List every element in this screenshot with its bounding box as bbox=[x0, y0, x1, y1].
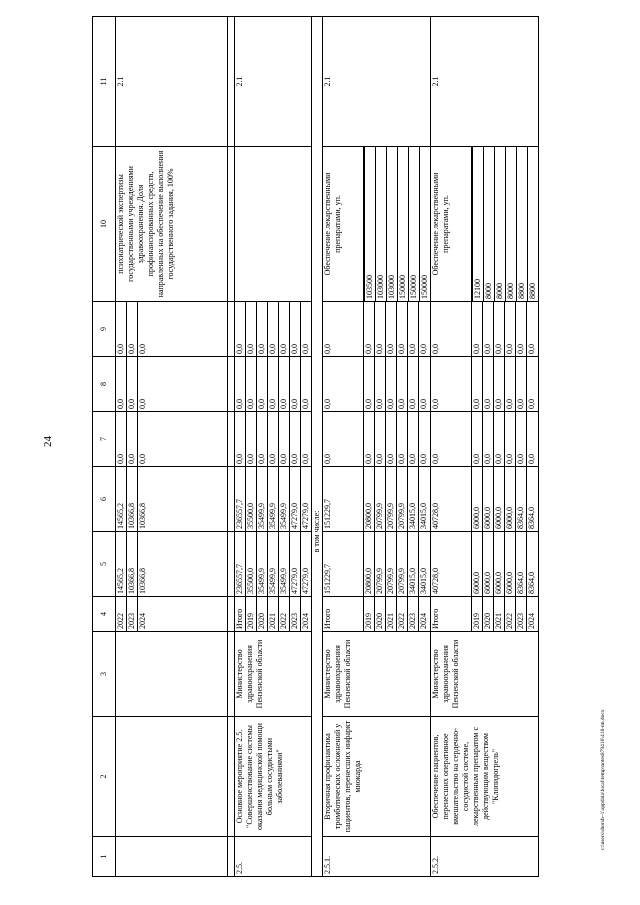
indicator-cell: психиатрической экспертизы государственными учреждениями здравоохранения. Доля профинансированных средств, направленных на обеспечение выполнения государственного задания, 100% bbox=[116, 147, 228, 302]
number-cell: 2.5.2. bbox=[431, 837, 539, 877]
program-table bbox=[92, 16, 539, 877]
federal-budget-cell: 0,0 0,0 0,0 0,0 0,0 0,0 0,0 bbox=[431, 412, 539, 467]
executor-cell: Министерство здравоохранения Пензенской области bbox=[323, 632, 431, 717]
separator-row bbox=[228, 17, 235, 877]
table-row-continuation bbox=[116, 17, 228, 877]
header-cell: 9 bbox=[93, 302, 116, 357]
executor-cell: Министерство здравоохранения Пензенской области bbox=[431, 632, 539, 717]
federal-budget-cell: 0,0 0,0 0,0 0,0 0,0 0,0 0,0 bbox=[323, 412, 431, 467]
number-cell: 2.5. bbox=[235, 837, 312, 877]
years-cell: 2022 2023 2024 bbox=[116, 597, 228, 632]
other-funds-cell: 0,0 0,0 0,0 0,0 0,0 0,0 0,0 bbox=[235, 302, 312, 357]
regional-budget-cell: 40728,0 6000,0 6000,0 6000,0 6000,0 8364,0 8364,0 bbox=[431, 467, 539, 532]
name-cell: Обеспечение пациентов, перенесших оперативное вмешательство на сердечно-сосудистой системе, лекарственным препаратом с действующим веществом "Клопидогрель" bbox=[431, 717, 539, 837]
name-cell: Основное мероприятие 2.5. "Совершенствование системы оказания медицинской помощи больным сосудистыми заболеваниями" bbox=[235, 717, 312, 837]
indicator-cell: Обеспечение лекарственными препаратами, уп. 12100 8000 8000 8000 8800 8800 bbox=[431, 147, 539, 302]
local-budget-cell: 0,0 0,0 0,0 0,0 0,0 0,0 0,0 bbox=[431, 357, 539, 412]
rotated-table-container bbox=[92, 17, 602, 877]
indicator-cell bbox=[235, 147, 312, 302]
header-cell: 1 bbox=[93, 837, 116, 877]
header-row bbox=[93, 17, 116, 877]
years-cell: Итого 2019 2020 2021 2022 2023 2024 bbox=[235, 597, 312, 632]
regional-budget-cell: 151229,7 20800,0 20799,9 20799,9 20799,9 34015,0 34015,0 bbox=[323, 467, 431, 532]
federal-budget-cell: 0,0 0,0 0,0 0,0 0,0 0,0 0,0 bbox=[235, 412, 312, 467]
years-cell: Итого 2019 2020 2021 2022 2023 2024 bbox=[323, 597, 431, 632]
local-budget-cell: 0,0 0,0 0,0 0,0 0,0 0,0 0,0 bbox=[323, 357, 431, 412]
header-cell: 8 bbox=[93, 357, 116, 412]
page-number: 24 bbox=[42, 436, 54, 447]
header-cell: 11 bbox=[93, 17, 116, 147]
other-funds-cell: 0,0 0,0 0,0 0,0 0,0 0,0 0,0 bbox=[431, 302, 539, 357]
including-label: в том числе: bbox=[312, 467, 323, 597]
name-cell: Вторичная профилактика тромботических осложнений у пациентов, перенесших инфаркт миокарда bbox=[323, 717, 431, 837]
total-funding-cell: 14565,2 10366,8 10366,8 bbox=[116, 532, 228, 597]
executor-cell: Министерство здравоохранения Пензенской области bbox=[235, 632, 312, 717]
header-cell: 4 bbox=[93, 597, 116, 632]
header-cell: 5 bbox=[93, 532, 116, 597]
header-cell: 7 bbox=[93, 412, 116, 467]
link-cell: 2.1 bbox=[116, 17, 228, 147]
federal-budget-cell: 0,0 0,0 0,0 bbox=[116, 412, 228, 467]
total-funding-cell: 40728,0 6000,0 6000,0 6000,0 6000,0 8364,0 8364,0 bbox=[431, 532, 539, 597]
other-funds-cell: 0,0 0,0 0,0 bbox=[116, 302, 228, 357]
including-row bbox=[312, 17, 323, 877]
indicator-cell: Обеспечение лекарственными препаратами, уп. 103500 103000 103000 150000 150000 150000 bbox=[323, 147, 431, 302]
regional-budget-cell: 236557,7 35500,0 35499,9 35499,9 35499,9 47279,0 47279,0 bbox=[235, 467, 312, 532]
number-cell bbox=[116, 837, 228, 877]
total-funding-cell: 236557,7 35500,0 35499,9 35499,9 35499,9 47279,0 47279,0 bbox=[235, 532, 312, 597]
executor-cell bbox=[116, 632, 228, 717]
number-cell: 2.5.1. bbox=[323, 837, 431, 877]
regional-budget-cell: 14565,2 10366,8 10366,8 bbox=[116, 467, 228, 532]
footer-path: c:\users\shorsh~1\appdata\local\temp\notes879416\418-nn.docx bbox=[600, 709, 606, 850]
total-funding-cell: 151229,7 20800,0 20799,9 20799,9 20799,9 34015,0 34015,0 bbox=[323, 532, 431, 597]
local-budget-cell: 0,0 0,0 0,0 0,0 0,0 0,0 0,0 bbox=[235, 357, 312, 412]
local-budget-cell: 0,0 0,0 0,0 bbox=[116, 357, 228, 412]
link-cell: 2.1 bbox=[235, 17, 312, 147]
table-row-2-5-2 bbox=[431, 17, 539, 877]
header-cell: 6 bbox=[93, 467, 116, 532]
table-row-2-5-1 bbox=[323, 17, 431, 877]
years-cell: Итого 2019 2020 2021 2022 2023 2024 bbox=[431, 597, 539, 632]
table-row-2-5 bbox=[235, 17, 312, 877]
link-cell: 2.1 bbox=[431, 17, 539, 147]
header-cell: 3 bbox=[93, 632, 116, 717]
link-cell: 2.1 bbox=[323, 17, 431, 147]
header-cell: 2 bbox=[93, 717, 116, 837]
other-funds-cell: 0,0 0,0 0,0 0,0 0,0 0,0 0,0 bbox=[323, 302, 431, 357]
name-cell bbox=[116, 717, 228, 837]
header-cell: 10 bbox=[93, 147, 116, 302]
